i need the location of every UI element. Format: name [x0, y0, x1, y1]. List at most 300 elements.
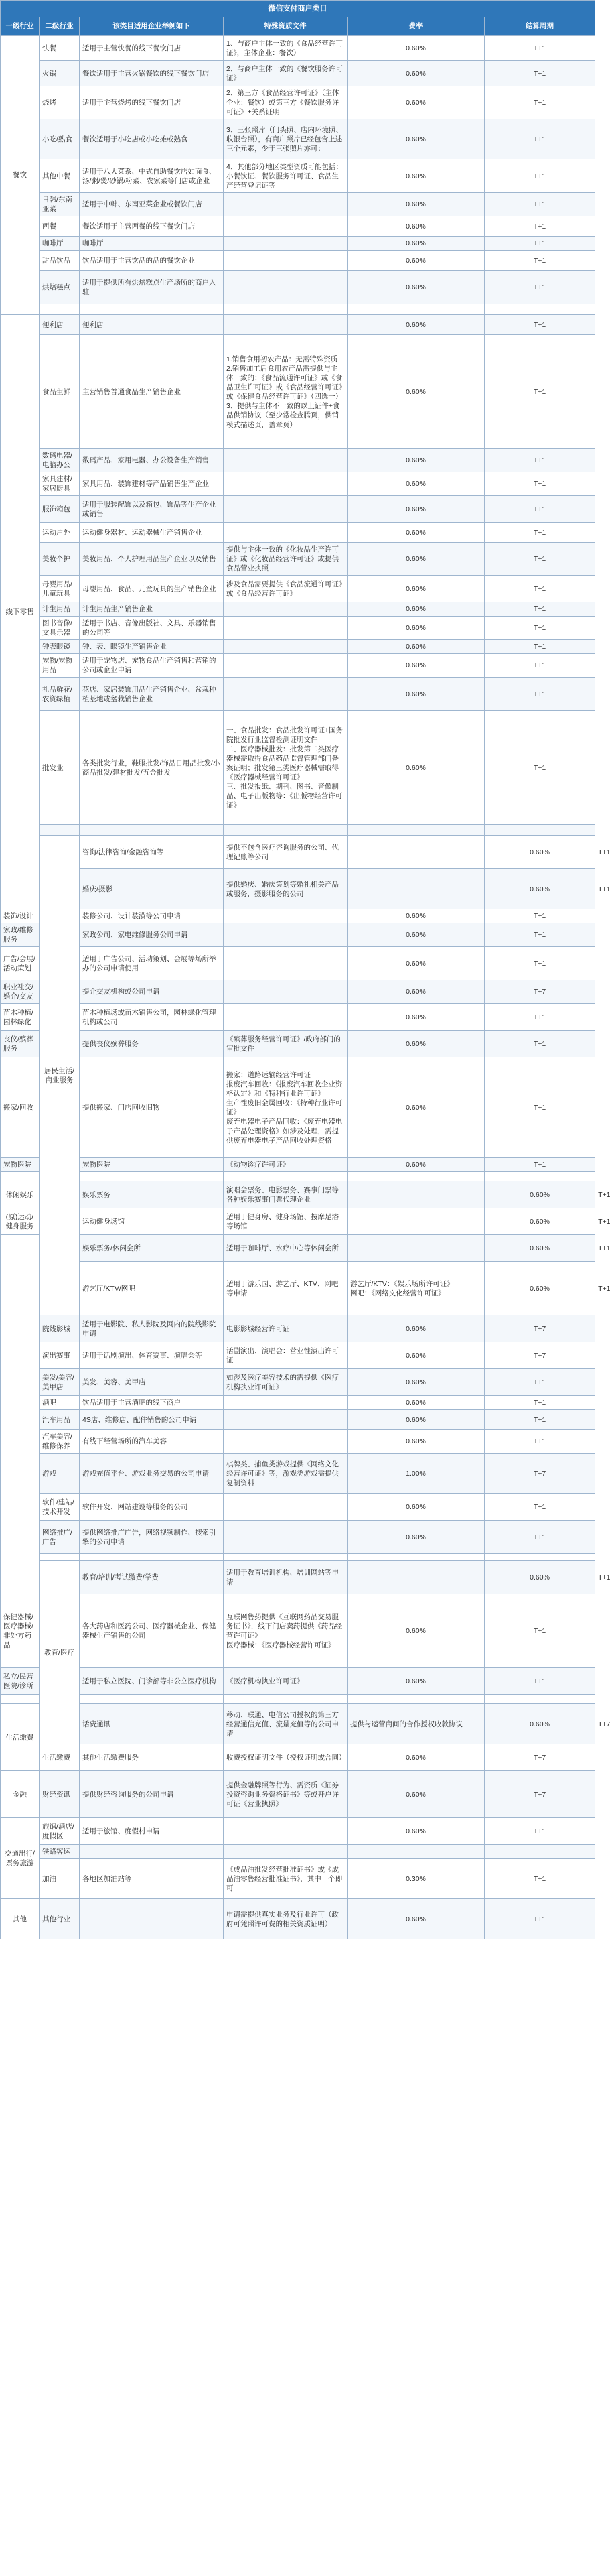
- cell-rate: 0.60%: [348, 1004, 485, 1031]
- table-row: [1, 449, 595, 472]
- cell-settlement-cycle: T+1: [485, 472, 595, 496]
- cell-special-qualification: [224, 216, 348, 237]
- cell-example-enterprises: 便利店: [80, 315, 224, 335]
- table-row: [1, 159, 595, 193]
- cell-level1-industry: (原)运动/健身服务: [1, 1208, 40, 1235]
- cell-settlement-cycle: T+1: [485, 1057, 595, 1158]
- cell-rate: 0.60%: [348, 335, 485, 449]
- cell-rate: 0.60%: [348, 1818, 485, 1845]
- cell-level2-industry: 小吃/熟食: [40, 119, 80, 159]
- table-title: 微信支付商户类目: [1, 1, 595, 17]
- cell-level2-industry: 礼品鲜花/农资绿植: [40, 678, 80, 711]
- cell-rate: 0.60%: [348, 1494, 485, 1521]
- cell-special-qualification: [224, 1521, 348, 1554]
- cell-level1-industry: 金融: [1, 1771, 40, 1818]
- cell-special-qualification: 如涉及医疗美容技术的需提供《医疗机构执业许可证》: [224, 1369, 348, 1396]
- cell-special-qualification: [348, 1561, 485, 1594]
- cell-settlement-cycle: T+1: [485, 335, 595, 449]
- cell-level2-industry: 铁路客运: [40, 1845, 80, 1859]
- cell-example-enterprises: 有线下经营场所的汽车美容: [80, 1430, 224, 1454]
- table-row: [1, 678, 595, 711]
- cell-rate: 0.60%: [348, 1315, 485, 1342]
- cell-level2-industry: 宠物医院: [1, 1158, 40, 1172]
- cell-example-enterprises: [80, 304, 224, 315]
- cell-rate: 0.60%: [485, 1262, 595, 1315]
- cell-special-qualification: 搬家：道路运输经营许可证 报废汽车回收：《报废汽车回收企业资格认定》和《特种行业许可证》 生产性废旧金属回收：《特种行业许可证》 废弃电器电子产品回收：《废弃电器电子产品处理资格》如涉及处理，需提供废弃电器电子产品回收处理资格: [224, 1057, 348, 1158]
- cell-rate: [348, 1554, 485, 1561]
- cell-example-enterprises: 苗木种植场或苗木销售公司，园林绿化管理机构或公司: [80, 1004, 224, 1031]
- cell-special-qualification: 申请需提供真实业务及行业许可（政府可凭照许可费的相关资质证明）: [224, 1899, 348, 1939]
- cell-special-qualification: 提供金融牌照等行为、需资质《证券投资咨询业务资格证书》等或开户许可证《营业执照》: [224, 1771, 348, 1818]
- cell-level1-industry: [1, 1235, 40, 1594]
- cell-level2-industry: 娱乐票务: [80, 1181, 224, 1208]
- table-row: [1, 1342, 595, 1369]
- table-row: [1, 825, 595, 836]
- cell-example-enterprises: 钟、表、眼镜生产销售企业: [80, 640, 224, 654]
- cell-level2-industry: 职业社交/婚介/交友: [1, 980, 40, 1004]
- cell-rate: 0.60%: [485, 869, 595, 909]
- table-row: [1, 711, 595, 825]
- cell-settlement-cycle: T+7: [485, 1771, 595, 1818]
- cell-example-enterprises: 饮品适用于主营饮品的品的餐饮企业: [80, 251, 224, 271]
- cell-rate: 0.60%: [348, 159, 485, 193]
- table-row: [1, 654, 595, 678]
- cell-settlement-cycle: [485, 1695, 595, 1704]
- cell-level2-industry: 汽车用品: [40, 1410, 80, 1430]
- cell-level2-industry: 广告/会展/活动策划: [1, 947, 40, 980]
- header-special-qualification: 特殊资质文件: [224, 17, 348, 36]
- cell-special-qualification: [224, 617, 348, 640]
- table-row: [1, 543, 595, 576]
- cell-level2-industry: 宠物/宠物用品: [40, 654, 80, 678]
- table-row: [1, 909, 595, 923]
- header-rate: 费率: [348, 17, 485, 36]
- cell-example-enterprises: 其他生活缴费服务: [80, 1744, 224, 1771]
- cell-level2-industry: 美妆个护: [40, 543, 80, 576]
- cell-level2-industry: 婚庆/摄影: [80, 869, 224, 909]
- cell-special-qualification: [224, 947, 348, 980]
- cell-rate: 1.00%: [348, 1454, 485, 1494]
- cell-rate: 0.60%: [485, 1561, 595, 1594]
- cell-example-enterprises: 适用于旅馆、度假村申请: [80, 1818, 224, 1845]
- table-row: [1, 1818, 595, 1845]
- cell-rate: 0.60%: [348, 472, 485, 496]
- cell-special-qualification: [348, 836, 485, 869]
- cell-special-qualification: [224, 1172, 348, 1181]
- cell-settlement-cycle: T+1: [485, 449, 595, 472]
- cell-settlement-cycle: T+1: [485, 1818, 595, 1845]
- cell-example-enterprises: [80, 1695, 224, 1704]
- cell-level2-industry: 其他中餐: [40, 159, 80, 193]
- cell-settlement-cycle: T+7: [485, 1315, 595, 1342]
- cell-special-qualification: 游艺厅/KTV：《娱乐场所许可证》 网吧：《网络文化经营许可证》: [348, 1262, 485, 1315]
- cell-special-qualification: [224, 472, 348, 496]
- cell-settlement-cycle: T+1: [485, 617, 595, 640]
- table-row: [1, 923, 595, 947]
- cell-rate: 0.60%: [348, 36, 485, 61]
- cell-special-qualification: [224, 271, 348, 304]
- cell-rate: 0.60%: [485, 1704, 595, 1744]
- cell-special-qualification: 4、其他部分地区类型资质可能包括：小餐饮证、餐饮服务许可证、食品生产经营登记证等: [224, 159, 348, 193]
- table-row: [1, 251, 595, 271]
- cell-example-enterprises: 提介交友机构或公司申请: [80, 980, 224, 1004]
- cell-level2-industry: 旅馆/酒店/度假区: [40, 1818, 80, 1845]
- cell-example-enterprises: 提供不包含医疗咨询服务的公司、代理记账等公司: [224, 836, 348, 869]
- cell-example-enterprises: 美发、美容、美甲店: [80, 1369, 224, 1396]
- cell-rate: 0.60%: [348, 640, 485, 654]
- cell-rate: 0.60%: [348, 1158, 485, 1172]
- table-row: [1, 980, 595, 1004]
- cell-special-qualification: [224, 315, 348, 335]
- cell-example-enterprises: 适用于中韩、东南亚菜企业或餐饮门店: [80, 193, 224, 216]
- cell-level2-industry: 院线影城: [40, 1315, 80, 1342]
- cell-rate: 0.60%: [348, 1342, 485, 1369]
- cell-example-enterprises: 适用于服装配饰以及箱包、饰品等生产企业或销售: [80, 496, 224, 523]
- table-row: [1, 237, 595, 251]
- cell-level2-industry: 软件/建站/技术开发: [40, 1494, 80, 1521]
- table-row: [1, 602, 595, 617]
- header-example-enterprises: 该类目适用企业举例如下: [80, 17, 224, 36]
- cell-level1-industry: 教育/医疗: [40, 1561, 80, 1744]
- cell-example-enterprises: 各大药店和医药公司、医疗器械企业、保健器械生产销售的公司: [80, 1594, 224, 1668]
- cell-special-qualification: 提供与主体一致的《化妆品生产许可证》或《化妆品经营许可证》或提供食品营业执照: [224, 543, 348, 576]
- cell-example-enterprises: 提供丧仪殡葬服务: [80, 1031, 224, 1057]
- cell-level2-industry: 便利店: [40, 315, 80, 335]
- cell-example-enterprises: 家具用品、装饰建材等产品销售生产企业: [80, 472, 224, 496]
- cell-settlement-cycle: T+1: [485, 193, 595, 216]
- cell-example-enterprises: 适用于书店、音像出版社、文具、乐器销售的公司等: [80, 617, 224, 640]
- table-row: 休闲娱乐 娱乐票务 演唱会票务、电影票务、赛事门票等各种娱乐赛事门票代理企业 0.60% T+1: [1, 1181, 595, 1208]
- cell-settlement-cycle: T+1: [485, 909, 595, 923]
- cell-settlement-cycle: T+1: [485, 640, 595, 654]
- table-row: [1, 1695, 595, 1704]
- cell-settlement-cycle: T+1: [485, 251, 595, 271]
- cell-special-qualification: [224, 304, 348, 315]
- table-row: [1, 61, 595, 86]
- cell-rate: 0.60%: [348, 576, 485, 602]
- cell-example-enterprises: 适用于话剧演出、体育赛事、演唱会等: [80, 1342, 224, 1369]
- cell-level2-industry: 保健器械/医疗器械/非处方药品: [1, 1594, 40, 1668]
- cell-special-qualification: [224, 251, 348, 271]
- table-row: 娱乐票务/休闲会所 适用于咖啡厅、水疗中心等休闲会所 0.60% T+1: [1, 1235, 595, 1262]
- cell-example-enterprises: 主营销售普通食品生产销售企业: [80, 335, 224, 449]
- cell-settlement-cycle: T+1: [485, 315, 595, 335]
- cell-level2-industry: 游戏: [40, 1454, 80, 1494]
- cell-example-enterprises: [80, 1172, 224, 1181]
- cell-example-enterprises: 提供网络推广广告，网络视频制作、搜索引擎的公司申请: [80, 1521, 224, 1554]
- cell-example-enterprises: 咖啡厅: [80, 237, 224, 251]
- cell-example-enterprises: 游戏充值平台、游戏业务交易的公司申请: [80, 1454, 224, 1494]
- cell-rate: 0.60%: [348, 523, 485, 543]
- table-row: [1, 119, 595, 159]
- table-row: [1, 1771, 595, 1818]
- cell-level2-industry: 私立/民营医院/诊所: [1, 1668, 40, 1695]
- cell-rate: 0.60%: [348, 1031, 485, 1057]
- table-row: [1, 1521, 595, 1554]
- cell-rate: 0.60%: [348, 617, 485, 640]
- cell-rate: 0.30%: [348, 1859, 485, 1899]
- cell-rate: 0.60%: [348, 678, 485, 711]
- cell-level1-industry: 线下零售: [1, 315, 40, 909]
- cell-special-qualification: 一、食品批发：食品批发许可证+国务院批发行业监督检测证明文件 二、医疗器械批发：批发第二类医疗器械需取得食品药品监督管理部门备案证明；批发第三类医疗器械需取得《医疗器械经营许可证》 三、批发报纸、期刊、图书、音像制品、电子出版物等：《出版物经营许可证》: [224, 711, 348, 825]
- cell-level2-industry: 数码电器/电脑办公: [40, 449, 80, 472]
- cell-example-enterprises: 适用于健身房、健身场馆、按摩足浴等场馆: [224, 1208, 348, 1235]
- cell-example-enterprises: 提供婚庆、婚庆策划等婚礼相关产品或服务，摄影服务的公司: [224, 869, 348, 909]
- cell-level2-industry: 汽车美容/维修保养: [40, 1430, 80, 1454]
- table-row: [1, 1594, 595, 1668]
- table-row: [1, 216, 595, 237]
- cell-special-qualification: 互联网售药提供《互联网药品交易服务证书》，线下门店卖药提供《药品经营许可证》 医疗器械：《医疗器械经营许可证》: [224, 1594, 348, 1668]
- cell-level2-industry: 其他行业: [40, 1899, 80, 1939]
- cell-level2-industry: [40, 304, 80, 315]
- table-row: [1, 304, 595, 315]
- cell-settlement-cycle: T+7: [485, 980, 595, 1004]
- cell-special-qualification: [224, 640, 348, 654]
- cell-level1-industry: 交通出行/票务旅游: [1, 1818, 40, 1899]
- table-row: [1, 1859, 595, 1899]
- table-row: [1, 1554, 595, 1561]
- table-row: [1, 523, 595, 543]
- table-row: [1, 496, 595, 523]
- table-row: [1, 1899, 595, 1939]
- cell-settlement-cycle: T+1: [485, 654, 595, 678]
- cell-rate: 0.60%: [348, 947, 485, 980]
- cell-rate: 0.60%: [348, 216, 485, 237]
- cell-level2-industry: 演出赛事: [40, 1342, 80, 1369]
- cell-settlement-cycle: T+1: [485, 216, 595, 237]
- cell-example-enterprises: 美妆用品、个人护理用品生产企业以及销售: [80, 543, 224, 576]
- table-row: [1, 86, 595, 119]
- table-row: [1, 1369, 595, 1396]
- cell-example-enterprises: 演唱会票务、电影票务、赛事门票等各种娱乐赛事门票代理企业: [224, 1181, 348, 1208]
- table-row: [1, 1410, 595, 1430]
- cell-settlement-cycle: T+1: [485, 159, 595, 193]
- cell-settlement-cycle: [485, 1845, 595, 1859]
- cell-rate: 0.60%: [348, 1771, 485, 1818]
- cell-example-enterprises: 适用于游乐园、游艺厅、KTV、网吧等申请: [224, 1262, 348, 1315]
- cell-example-enterprises: 餐饮适用于主营西餐的线下餐饮门店: [80, 216, 224, 237]
- cell-level2-industry: 美发/美容/美甲店: [40, 1369, 80, 1396]
- cell-example-enterprises: [80, 1845, 224, 1859]
- cell-special-qualification: 2、与商户主体一致的《餐饮服务许可证》: [224, 61, 348, 86]
- table-row: [1, 947, 595, 980]
- cell-level2-industry: 计生用品: [40, 602, 80, 617]
- cell-level1-industry: 休闲娱乐: [1, 1181, 40, 1208]
- cell-level2-industry: 母婴用品/儿童玩具: [40, 576, 80, 602]
- table-row: [1, 1744, 595, 1771]
- table-row: [1, 576, 595, 602]
- cell-level2-industry: 咨询/法律咨询/金融咨询等: [80, 836, 224, 869]
- cell-special-qualification: [224, 1818, 348, 1845]
- cell-settlement-cycle: T+1: [485, 523, 595, 543]
- cell-special-qualification: [224, 449, 348, 472]
- cell-example-enterprises: 计生用品生产销售企业: [80, 602, 224, 617]
- cell-example-enterprises: [80, 1899, 224, 1939]
- cell-rate: 0.60%: [348, 980, 485, 1004]
- cell-rate: 0.60%: [348, 1521, 485, 1554]
- cell-rate: 0.60%: [348, 1410, 485, 1430]
- cell-rate: 0.60%: [348, 119, 485, 159]
- cell-special-qualification: [224, 678, 348, 711]
- table-row: [1, 36, 595, 61]
- cell-settlement-cycle: T+1: [485, 1899, 595, 1939]
- cell-level2-industry: 批发业: [40, 711, 80, 825]
- cell-level2-industry: [40, 1554, 80, 1561]
- cell-settlement-cycle: T+1: [485, 576, 595, 602]
- table-row: [1, 1454, 595, 1494]
- cell-rate: 0.60%: [348, 449, 485, 472]
- table-row: [1, 271, 595, 304]
- cell-example-enterprises: 适用于教育培训机构、培训网站等申请: [224, 1561, 348, 1594]
- cell-special-qualification: 1.销售食用初农产品：无需特殊资质 2.销售加工后食用农产品需提供与主体一致的：《食品流通许可证》或《食品卫生许可证》或《食品经营许可证》或《保健食品经营许可证》（四选一） 3、提供与主体不一致的以上证件+食品供销协议（至少常检查腾页，供销模式描述页，盖章页）: [224, 335, 348, 449]
- cell-rate: 0.60%: [348, 923, 485, 947]
- cell-level2-industry: 西餐: [40, 216, 80, 237]
- cell-special-qualification: 《医疗机构执业许可证》: [224, 1668, 348, 1695]
- table-row: [1, 335, 595, 449]
- cell-settlement-cycle: T+1: [485, 1521, 595, 1554]
- cell-settlement-cycle: T+1: [485, 923, 595, 947]
- cell-rate: [348, 1172, 485, 1181]
- cell-settlement-cycle: T+1: [485, 711, 595, 825]
- header-level2-industry: 二级行业: [40, 17, 80, 36]
- cell-settlement-cycle: T+7: [485, 1454, 595, 1494]
- cell-special-qualification: [224, 923, 348, 947]
- cell-rate: 0.60%: [348, 1594, 485, 1668]
- cell-settlement-cycle: T+1: [485, 119, 595, 159]
- cell-example-enterprises: 适用于主营烧烤的线下餐饮门店: [80, 86, 224, 119]
- cell-special-qualification: 《殡葬服务经营许可证》/政府部门的审批文件: [224, 1031, 348, 1057]
- cell-level2-industry: 网络推广/广告: [40, 1521, 80, 1554]
- header-level1-industry: 一级行业: [1, 17, 40, 36]
- cell-special-qualification: [224, 1430, 348, 1454]
- cell-special-qualification: 《动物诊疗许可证》: [224, 1158, 348, 1172]
- cell-example-enterprises: 饮品适用于主营酒吧的线下商户: [80, 1396, 224, 1410]
- cell-special-qualification: 3、三张照片（门头照、店内环境照、收银台照），有商户照片已经包含上述三个元素，少于三张照片亦可；: [224, 119, 348, 159]
- cell-settlement-cycle: T+1: [485, 86, 595, 119]
- cell-special-qualification: [348, 1181, 485, 1208]
- cell-example-enterprises: 提供搬家、门店回收旧物: [80, 1057, 224, 1158]
- cell-example-enterprises: 运动健身器材、运动器械生产销售企业: [80, 523, 224, 543]
- cell-rate: 0.60%: [348, 86, 485, 119]
- cell-example-enterprises: 各地区加油站等: [80, 1859, 224, 1899]
- cell-level2-industry: 运动健身场馆: [80, 1208, 224, 1235]
- cell-settlement-cycle: T+1: [485, 1494, 595, 1521]
- cell-rate: 0.60%: [348, 543, 485, 576]
- cell-special-qualification: [224, 1494, 348, 1521]
- cell-special-qualification: [348, 1208, 485, 1235]
- cell-special-qualification: [224, 1695, 348, 1704]
- cell-special-qualification: [224, 1004, 348, 1031]
- cell-special-qualification: 收费授权证明文件（授权证明或合同）: [224, 1744, 348, 1771]
- cell-special-qualification: 话剧演出、演唱会：营业性演出许可证: [224, 1342, 348, 1369]
- cell-special-qualification: [224, 237, 348, 251]
- cell-special-qualification: [224, 523, 348, 543]
- cell-settlement-cycle: [485, 825, 595, 836]
- cell-example-enterprises: 适用于宠物店、宠物食品生产销售和营销的公司或企业申请: [80, 654, 224, 678]
- cell-example-enterprises: 适用于提供所有烘焙糕点生产场所的商户入驻: [80, 271, 224, 304]
- cell-rate: 0.60%: [348, 251, 485, 271]
- cell-special-qualification: [224, 825, 348, 836]
- cell-settlement-cycle: [485, 1172, 595, 1181]
- table-row: [1, 1315, 595, 1342]
- cell-settlement-cycle: T+7: [485, 1744, 595, 1771]
- cell-level1-industry: 其他: [1, 1899, 40, 1939]
- cell-level2-industry: 日韩/东南亚菜: [40, 193, 80, 216]
- cell-settlement-cycle: T+1: [485, 271, 595, 304]
- cell-rate: 0.60%: [348, 1396, 485, 1410]
- cell-special-qualification: [224, 654, 348, 678]
- cell-example-enterprises: 适用于广告公司、活动策划、会展等场所举办的公司申请使用: [80, 947, 224, 980]
- table-row: (原)运动/健身服务 运动健身场馆 适用于健身房、健身场馆、按摩足浴等场馆 0.60% T+1: [1, 1208, 595, 1235]
- cell-special-qualification: 电影影城经营许可证: [224, 1315, 348, 1342]
- table-row: [1, 1845, 595, 1859]
- cell-level2-industry: 火锅: [40, 61, 80, 86]
- cell-settlement-cycle: T+1: [485, 1004, 595, 1031]
- table-row: [1, 1396, 595, 1410]
- cell-settlement-cycle: T+1: [485, 1031, 595, 1057]
- table-row: [1, 1158, 595, 1172]
- cell-level2-industry: 图书音像/文具乐器: [40, 617, 80, 640]
- table-row: 居民生活/商业服务 咨询/法律咨询/金融咨询等 提供不包含医疗咨询服务的公司、代理记账等公司 0.60% T+1: [1, 836, 595, 869]
- cell-settlement-cycle: T+1: [485, 1594, 595, 1668]
- cell-rate: 0.60%: [348, 1369, 485, 1396]
- cell-level2-industry: 装饰/设计: [1, 909, 40, 923]
- cell-rate: 0.60%: [348, 1430, 485, 1454]
- cell-example-enterprises: 餐饮适用于主营火锅餐饮的线下餐饮门店: [80, 61, 224, 86]
- cell-level1-industry: 居民生活/商业服务: [40, 836, 80, 1315]
- cell-rate: 0.60%: [348, 1899, 485, 1939]
- table-body: [1, 36, 610, 1939]
- cell-example-enterprises: 提供财经咨询服务的公司申请: [80, 1771, 224, 1818]
- table-row: [1, 1057, 595, 1158]
- cell-level1-industry: 生活缴费: [1, 1704, 40, 1771]
- cell-example-enterprises: 4S店、维修店、配件销售的公司申请: [80, 1410, 224, 1430]
- cell-level2-industry: 服饰箱包: [40, 496, 80, 523]
- cell-example-enterprises: 数码产品、家用电器、办公设备生产销售: [80, 449, 224, 472]
- cell-level2-industry: 游艺厅/KTV/网吧: [80, 1262, 224, 1315]
- cell-settlement-cycle: T+1: [485, 947, 595, 980]
- table-title-row: [1, 1, 595, 17]
- cell-example-enterprises: 适用于咖啡厅、水疗中心等休闲会所: [224, 1235, 348, 1262]
- table-row: 生活缴费 话费通讯 移动、联通、电信公司授权的第三方经营通信充值、流量充值等的公司申请 提供与运营商间的合作授权收款协议 0.60% T+7: [1, 1704, 595, 1744]
- cell-rate: [348, 1845, 485, 1859]
- cell-special-qualification: [348, 869, 485, 909]
- table-row: [1, 315, 595, 335]
- cell-level2-industry: 话费通讯: [80, 1704, 224, 1744]
- cell-special-qualification: [224, 602, 348, 617]
- cell-settlement-cycle: T+1: [485, 496, 595, 523]
- cell-rate: 0.60%: [348, 271, 485, 304]
- cell-level2-industry: 家政/维修服务: [1, 923, 40, 947]
- cell-level2-industry: 咖啡厅: [40, 237, 80, 251]
- cell-rate: 0.60%: [485, 1235, 595, 1262]
- cell-level2-industry: [1, 1695, 40, 1704]
- cell-special-qualification: 提供与运营商间的合作授权收款协议: [348, 1704, 485, 1744]
- cell-level2-industry: 烘焙糕点: [40, 271, 80, 304]
- cell-example-enterprises: [80, 825, 224, 836]
- cell-rate: 0.60%: [348, 654, 485, 678]
- cell-settlement-cycle: T+1: [485, 36, 595, 61]
- table-row: [1, 640, 595, 654]
- cell-rate: [348, 825, 485, 836]
- cell-settlement-cycle: T+1: [485, 1396, 595, 1410]
- cell-special-qualification: [224, 496, 348, 523]
- table-row: [1, 1668, 595, 1695]
- cell-rate: 0.60%: [485, 1208, 595, 1235]
- cell-level2-industry: 搬家/回收: [1, 1057, 40, 1158]
- cell-settlement-cycle: T+1: [485, 61, 595, 86]
- cell-special-qualification: [224, 909, 348, 923]
